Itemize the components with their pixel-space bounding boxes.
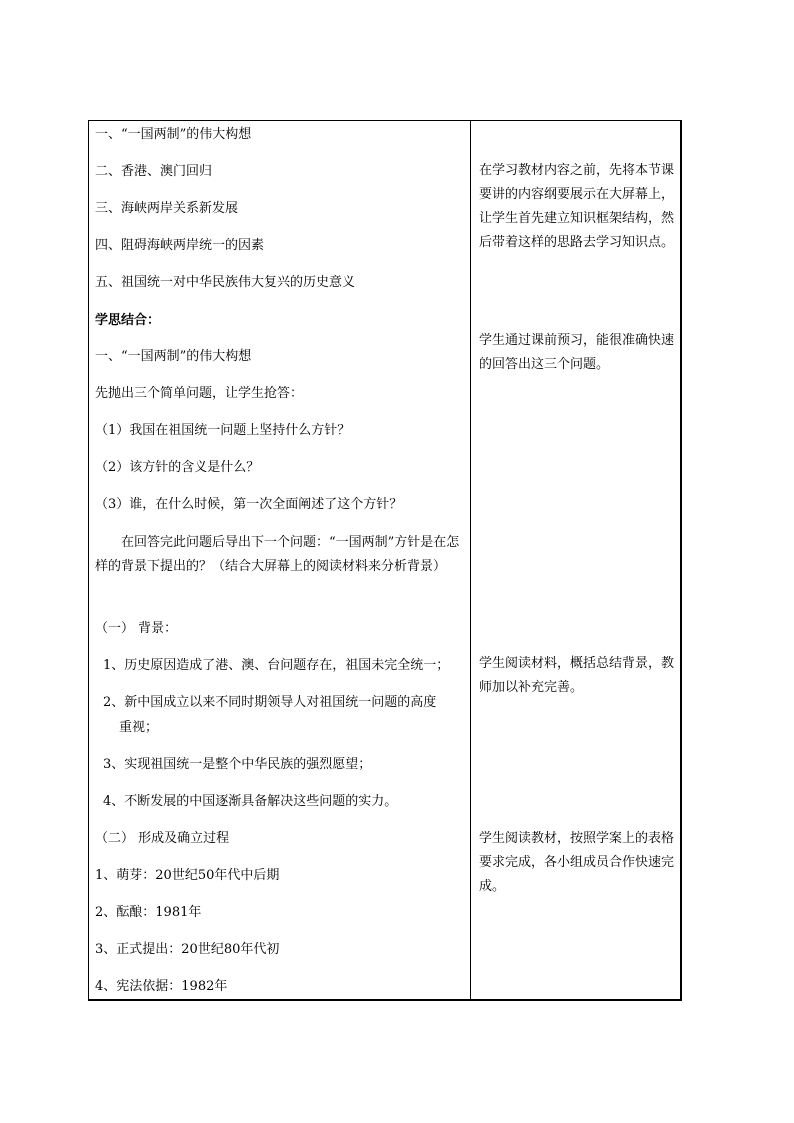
note-preview: 学生通过课前预习，能很准确快速的回答出这三个问题。 <box>479 333 675 372</box>
intro-text: 先抛出三个简单问题，让学生抢答： <box>95 386 304 401</box>
background-item-3: 3、实现祖国统一是整个中华民族的强烈愿望； <box>103 757 372 772</box>
note-outline: 在学习教材内容之前，先将本节课要讲的内容纲要展示在大屏幕上，让学生首先建立知识框架结构，然后带着这样的思路去学习知识点。 <box>479 163 675 250</box>
column-divider <box>470 121 471 999</box>
note-background: 学生阅读材料，概括总结背景，教师加以补充完善。 <box>479 656 675 695</box>
background-item-2-cont: 重视； <box>119 720 159 735</box>
process-item-2: 2、酝酿：1981年 <box>95 905 202 920</box>
background-item-1: 1、历史原因造成了港、澳、台问题存在，祖国未完全统一； <box>103 658 450 673</box>
background-title: （一） 背景： <box>95 621 178 636</box>
process-item-3: 3、正式提出：20世纪80年代初 <box>95 942 280 957</box>
section-title: 学思结合： <box>95 313 161 328</box>
note-process: 学生阅读教材，按照学案上的表格要求完成，各小组成员合作快速完成。 <box>479 831 675 894</box>
process-item-4: 4、宪法依据：1982年 <box>95 979 228 994</box>
question-1: （1）我国在祖国统一问题上坚持什么方针？ <box>95 423 351 438</box>
outline-item-1: 一、“一国两制”的伟大构想 <box>95 127 252 142</box>
transition-paragraph: 在回答完此问题后导出下一个问题：“一国两制”方针是在怎样的背景下提出的？（结合大屏幕上的阅读材料来分析背景） <box>95 535 460 574</box>
outline-item-3: 三、海峡两岸关系新发展 <box>95 201 239 216</box>
outline-item-2: 二、香港、澳门回归 <box>95 164 213 179</box>
process-title: （二） 形成及确立过程 <box>95 831 230 846</box>
background-item-4: 4、不断发展的中国逐渐具备解决这些问题的实力。 <box>103 794 398 809</box>
process-item-1: 1、萌芽：20世纪50年代中后期 <box>95 868 280 883</box>
outline-item-5: 五、祖国统一对中华民族伟大复兴的历史意义 <box>95 275 356 290</box>
background-item-2: 2、新中国成立以来不同时期领导人对祖国统一问题的高度 <box>103 695 437 710</box>
lesson-table <box>88 120 682 1001</box>
sub-title: 一、“一国两制”的伟大构想 <box>95 349 252 364</box>
question-3: （3）谁，在什么时候，第一次全面阐述了这个方针？ <box>95 497 403 512</box>
outline-item-4: 四、阻碍海峡两岸统一的因素 <box>95 238 265 253</box>
question-2: （2）该方针的含义是什么？ <box>95 460 260 475</box>
